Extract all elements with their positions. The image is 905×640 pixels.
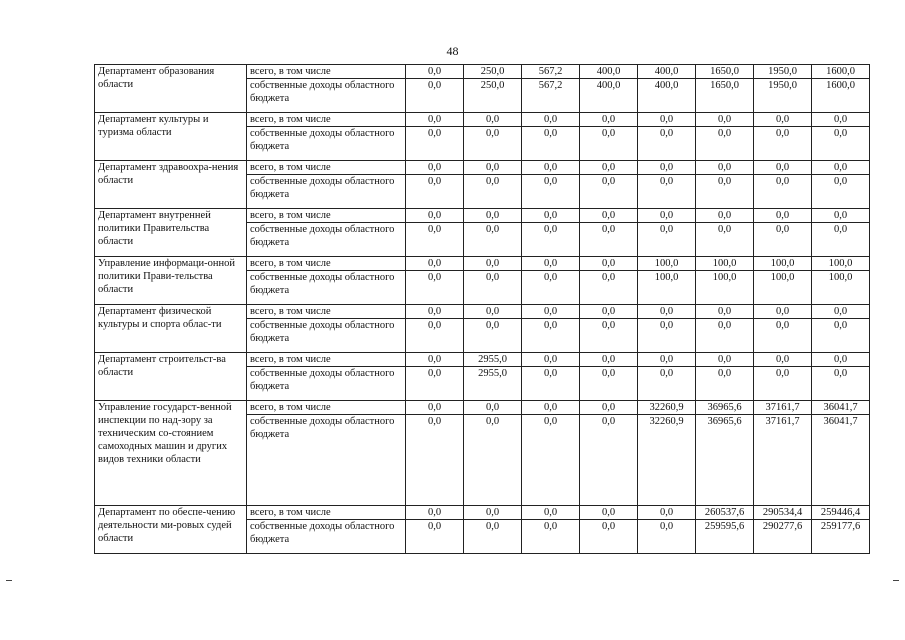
funding-source-label: всего, в том числе <box>247 65 406 79</box>
department-name: Департамент здравоохра-нения области <box>95 161 247 209</box>
value-cell: 290534,4 <box>754 506 812 520</box>
value-cell: 0,0 <box>580 223 638 257</box>
value-cell: 0,0 <box>464 127 522 161</box>
department-name: Управление государст-венной инспекции по над-зору за техническим со-стоянием самоходных машин и других видов техники области <box>95 401 247 506</box>
value-cell: 0,0 <box>638 319 696 353</box>
funding-source-label: собственные доходы областного бюджета <box>247 415 406 506</box>
value-cell: 0,0 <box>406 401 464 415</box>
value-cell: 0,0 <box>812 319 870 353</box>
funding-source-label: всего, в том числе <box>247 305 406 319</box>
value-cell: 0,0 <box>580 127 638 161</box>
value-cell: 0,0 <box>812 223 870 257</box>
value-cell: 0,0 <box>812 113 870 127</box>
value-cell: 0,0 <box>754 353 812 367</box>
value-cell: 0,0 <box>580 113 638 127</box>
value-cell: 0,0 <box>406 506 464 520</box>
value-cell: 567,2 <box>522 65 580 79</box>
table-row <box>95 506 870 520</box>
department-name: Департамент строительст-ва области <box>95 353 247 401</box>
value-cell: 0,0 <box>522 353 580 367</box>
value-cell: 259446,4 <box>812 506 870 520</box>
value-cell: 259177,6 <box>812 520 870 554</box>
value-cell: 0,0 <box>464 223 522 257</box>
value-cell: 0,0 <box>580 319 638 353</box>
value-cell: 0,0 <box>406 271 464 305</box>
value-cell: 36965,6 <box>696 415 754 506</box>
value-cell: 0,0 <box>638 353 696 367</box>
value-cell: 0,0 <box>580 257 638 271</box>
value-cell: 0,0 <box>464 520 522 554</box>
funding-source-label: собственные доходы областного бюджета <box>247 520 406 554</box>
value-cell: 0,0 <box>464 271 522 305</box>
value-cell: 0,0 <box>406 353 464 367</box>
funding-source-label: всего, в том числе <box>247 353 406 367</box>
value-cell: 100,0 <box>638 257 696 271</box>
value-cell: 0,0 <box>522 175 580 209</box>
value-cell: 400,0 <box>580 79 638 113</box>
left-margin-mark <box>6 580 12 581</box>
department-name: Департамент по обеспе-чению деятельности ми-ровых судей области <box>95 506 247 554</box>
department-name: Департамент образования области <box>95 65 247 113</box>
value-cell: 36965,6 <box>696 401 754 415</box>
value-cell: 0,0 <box>696 319 754 353</box>
value-cell: 0,0 <box>464 415 522 506</box>
value-cell: 0,0 <box>406 175 464 209</box>
value-cell: 0,0 <box>812 305 870 319</box>
value-cell: 0,0 <box>464 257 522 271</box>
value-cell: 32260,9 <box>638 415 696 506</box>
value-cell: 1650,0 <box>696 65 754 79</box>
funding-source-label: собственные доходы областного бюджета <box>247 127 406 161</box>
value-cell: 0,0 <box>406 367 464 401</box>
value-cell: 0,0 <box>464 506 522 520</box>
value-cell: 0,0 <box>406 415 464 506</box>
funding-source-label: собственные доходы областного бюджета <box>247 223 406 257</box>
value-cell: 0,0 <box>696 209 754 223</box>
value-cell: 0,0 <box>754 209 812 223</box>
value-cell: 0,0 <box>522 257 580 271</box>
value-cell: 0,0 <box>406 305 464 319</box>
funding-source-label: собственные доходы областного бюджета <box>247 79 406 113</box>
value-cell: 400,0 <box>638 65 696 79</box>
department-name: Управление информаци-онной политики Прави-тельства области <box>95 257 247 305</box>
value-cell: 0,0 <box>406 257 464 271</box>
department-name: Департамент физической культуры и спорта облас-ти <box>95 305 247 353</box>
value-cell: 0,0 <box>638 161 696 175</box>
value-cell: 0,0 <box>638 223 696 257</box>
value-cell: 0,0 <box>522 415 580 506</box>
value-cell: 0,0 <box>754 223 812 257</box>
value-cell: 32260,9 <box>638 401 696 415</box>
table-row <box>95 113 870 127</box>
value-cell: 0,0 <box>580 271 638 305</box>
value-cell: 1600,0 <box>812 65 870 79</box>
value-cell: 0,0 <box>522 223 580 257</box>
value-cell: 0,0 <box>696 223 754 257</box>
value-cell: 0,0 <box>812 161 870 175</box>
table-row <box>95 257 870 271</box>
value-cell: 0,0 <box>580 161 638 175</box>
funding-source-label: всего, в том числе <box>247 401 406 415</box>
value-cell: 0,0 <box>464 161 522 175</box>
table-row <box>95 65 870 79</box>
funding-source-label: всего, в том числе <box>247 506 406 520</box>
value-cell: 0,0 <box>812 367 870 401</box>
table-row <box>95 209 870 223</box>
value-cell: 2955,0 <box>464 367 522 401</box>
value-cell: 0,0 <box>696 127 754 161</box>
value-cell: 0,0 <box>812 127 870 161</box>
value-cell: 0,0 <box>638 506 696 520</box>
funding-source-label: всего, в том числе <box>247 209 406 223</box>
value-cell: 1600,0 <box>812 79 870 113</box>
value-cell: 0,0 <box>406 209 464 223</box>
table-row <box>95 353 870 367</box>
value-cell: 0,0 <box>406 319 464 353</box>
value-cell: 0,0 <box>638 209 696 223</box>
value-cell: 36041,7 <box>812 415 870 506</box>
value-cell: 37161,7 <box>754 401 812 415</box>
value-cell: 37161,7 <box>754 415 812 506</box>
value-cell: 100,0 <box>638 271 696 305</box>
value-cell: 0,0 <box>464 401 522 415</box>
value-cell: 250,0 <box>464 65 522 79</box>
budget-table <box>94 64 870 554</box>
value-cell: 0,0 <box>464 319 522 353</box>
value-cell: 260537,6 <box>696 506 754 520</box>
value-cell: 0,0 <box>638 305 696 319</box>
value-cell: 2955,0 <box>464 353 522 367</box>
value-cell: 0,0 <box>522 271 580 305</box>
value-cell: 0,0 <box>696 161 754 175</box>
value-cell: 36041,7 <box>812 401 870 415</box>
value-cell: 0,0 <box>580 353 638 367</box>
value-cell: 100,0 <box>754 257 812 271</box>
value-cell: 0,0 <box>638 367 696 401</box>
value-cell: 100,0 <box>812 257 870 271</box>
value-cell: 0,0 <box>580 305 638 319</box>
value-cell: 0,0 <box>580 401 638 415</box>
funding-source-label: собственные доходы областного бюджета <box>247 175 406 209</box>
value-cell: 0,0 <box>696 113 754 127</box>
value-cell: 0,0 <box>464 209 522 223</box>
value-cell: 0,0 <box>696 353 754 367</box>
table-row <box>95 161 870 175</box>
value-cell: 0,0 <box>580 415 638 506</box>
value-cell: 0,0 <box>522 113 580 127</box>
funding-source-label: собственные доходы областного бюджета <box>247 271 406 305</box>
value-cell: 100,0 <box>696 271 754 305</box>
table-row <box>95 401 870 415</box>
value-cell: 259595,6 <box>696 520 754 554</box>
value-cell: 400,0 <box>580 65 638 79</box>
value-cell: 0,0 <box>754 367 812 401</box>
value-cell: 0,0 <box>464 113 522 127</box>
value-cell: 0,0 <box>406 127 464 161</box>
value-cell: 100,0 <box>754 271 812 305</box>
value-cell: 0,0 <box>406 520 464 554</box>
funding-source-label: всего, в том числе <box>247 257 406 271</box>
value-cell: 1650,0 <box>696 79 754 113</box>
value-cell: 0,0 <box>406 65 464 79</box>
value-cell: 0,0 <box>522 209 580 223</box>
funding-source-label: собственные доходы областного бюджета <box>247 319 406 353</box>
funding-source-label: всего, в том числе <box>247 161 406 175</box>
value-cell: 0,0 <box>464 175 522 209</box>
value-cell: 0,0 <box>522 319 580 353</box>
department-name: Департамент внутренней политики Правительства области <box>95 209 247 257</box>
right-margin-mark <box>893 580 899 581</box>
value-cell: 0,0 <box>522 401 580 415</box>
value-cell: 250,0 <box>464 79 522 113</box>
value-cell: 0,0 <box>696 305 754 319</box>
value-cell: 0,0 <box>812 175 870 209</box>
funding-source-label: всего, в том числе <box>247 113 406 127</box>
value-cell: 0,0 <box>580 367 638 401</box>
value-cell: 0,0 <box>754 113 812 127</box>
value-cell: 0,0 <box>406 113 464 127</box>
value-cell: 0,0 <box>812 353 870 367</box>
funding-source-label: собственные доходы областного бюджета <box>247 367 406 401</box>
value-cell: 0,0 <box>464 305 522 319</box>
value-cell: 0,0 <box>522 127 580 161</box>
value-cell: 0,0 <box>638 113 696 127</box>
value-cell: 0,0 <box>522 305 580 319</box>
value-cell: 0,0 <box>580 506 638 520</box>
value-cell: 0,0 <box>812 209 870 223</box>
value-cell: 290277,6 <box>754 520 812 554</box>
value-cell: 0,0 <box>406 79 464 113</box>
value-cell: 0,0 <box>754 127 812 161</box>
value-cell: 400,0 <box>638 79 696 113</box>
page-number: 48 <box>446 44 459 58</box>
value-cell: 0,0 <box>580 520 638 554</box>
value-cell: 1950,0 <box>754 65 812 79</box>
value-cell: 1950,0 <box>754 79 812 113</box>
value-cell: 0,0 <box>754 319 812 353</box>
value-cell: 0,0 <box>638 127 696 161</box>
department-name: Департамент культуры и туризма области <box>95 113 247 161</box>
value-cell: 100,0 <box>696 257 754 271</box>
value-cell: 567,2 <box>522 79 580 113</box>
value-cell: 0,0 <box>696 175 754 209</box>
value-cell: 0,0 <box>638 520 696 554</box>
value-cell: 100,0 <box>812 271 870 305</box>
value-cell: 0,0 <box>522 161 580 175</box>
value-cell: 0,0 <box>580 175 638 209</box>
value-cell: 0,0 <box>754 175 812 209</box>
value-cell: 0,0 <box>754 305 812 319</box>
value-cell: 0,0 <box>696 367 754 401</box>
value-cell: 0,0 <box>406 161 464 175</box>
value-cell: 0,0 <box>638 175 696 209</box>
value-cell: 0,0 <box>406 223 464 257</box>
value-cell: 0,0 <box>522 506 580 520</box>
value-cell: 0,0 <box>754 161 812 175</box>
value-cell: 0,0 <box>522 520 580 554</box>
table-row <box>95 305 870 319</box>
value-cell: 0,0 <box>522 367 580 401</box>
value-cell: 0,0 <box>580 209 638 223</box>
